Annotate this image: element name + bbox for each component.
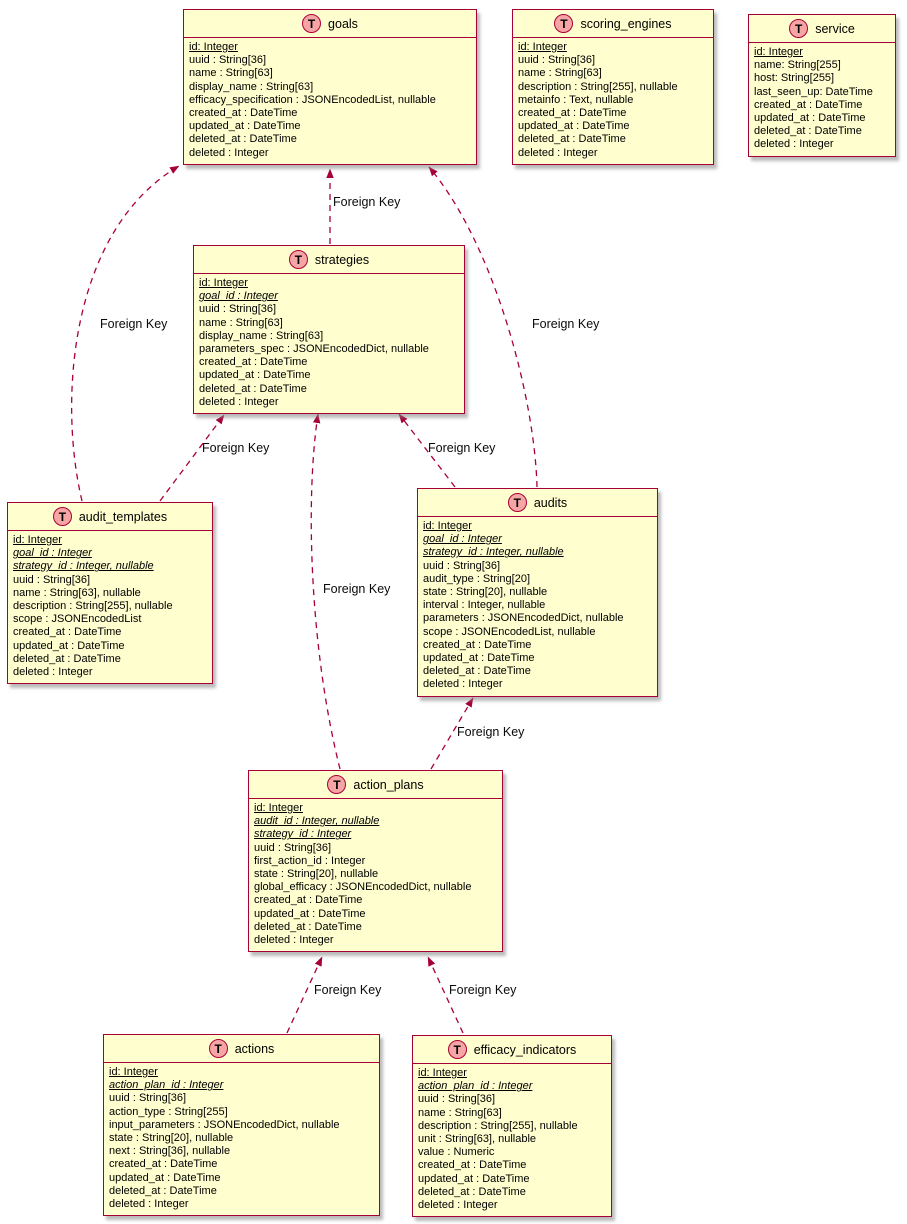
table-type-icon: T: [209, 1039, 228, 1058]
table-field: goal_id : Integer: [199, 290, 278, 303]
table-field-list: [418, 517, 657, 696]
table-field: action_plan_id : Integer: [109, 1079, 224, 1092]
table-field: deleted_at : DateTime: [189, 133, 297, 146]
table-field: last_seen_up: DateTime: [754, 85, 873, 98]
table-header: [249, 771, 502, 799]
table-field: created_at : DateTime: [109, 1158, 218, 1171]
table-field: first_action_id : Integer: [254, 854, 366, 867]
fk-label: Foreign Key: [100, 317, 168, 331]
table-field: uuid : String[36]: [423, 559, 501, 572]
table-field: action_plan_id : Integer: [418, 1080, 533, 1093]
table-field: host: String[255]: [754, 72, 835, 85]
fk-label: Foreign Key: [449, 983, 517, 997]
fk-label: Foreign Key: [428, 441, 496, 455]
table-field: strategy_id : Integer, nullable: [13, 560, 154, 573]
table-title: audits: [533, 495, 568, 510]
table-goals: [183, 9, 477, 165]
table-field: strategy_id : Integer, nullable: [423, 546, 564, 559]
table-field: created_at : DateTime: [13, 626, 122, 639]
table-field: updated_at : DateTime: [199, 369, 311, 382]
table-field: created_at : DateTime: [199, 356, 308, 369]
table-field: name : String[63], nullable: [13, 586, 141, 599]
table-field: created_at : DateTime: [754, 98, 863, 111]
table-type-icon: T: [508, 493, 527, 512]
table-field: id: Integer: [109, 1066, 158, 1078]
table-field: name : String[63]: [189, 67, 273, 80]
table-header: [104, 1035, 379, 1063]
table-field: updated_at : DateTime: [189, 120, 301, 133]
table-field: action_type : String[255]: [109, 1105, 228, 1118]
fk-label: Foreign Key: [457, 725, 525, 739]
table-type-icon: T: [53, 507, 72, 526]
table-title: efficacy_indicators: [473, 1042, 577, 1057]
table-field-list: [194, 274, 464, 413]
table-action_plans: [248, 770, 503, 952]
fk-label: Foreign Key: [314, 983, 382, 997]
table-field: id: Integer: [418, 1067, 467, 1079]
table-type-icon: T: [302, 14, 321, 33]
table-field-list: [8, 531, 212, 683]
table-type-icon: T: [448, 1040, 467, 1059]
table-field: efficacy_specification : JSONEncodedList, nullable: [189, 93, 436, 106]
table-type-icon: T: [554, 14, 573, 33]
table-field: scope : JSONEncodedList, nullable: [423, 625, 596, 638]
table-field: deleted_at : DateTime: [754, 125, 862, 138]
fk-label: Foreign Key: [333, 195, 401, 209]
table-title: scoring_engines: [580, 16, 672, 31]
table-field: scope : JSONEncodedList: [13, 613, 142, 626]
table-type-icon: T: [789, 19, 808, 38]
table-field: updated_at : DateTime: [13, 639, 125, 652]
table-scoring_engines: [512, 9, 714, 165]
table-field: display_name : String[63]: [189, 80, 314, 93]
table-title: service: [815, 21, 855, 36]
table-field: deleted_at : DateTime: [423, 665, 531, 678]
table-header: [184, 10, 476, 38]
table-field: value : Numeric: [418, 1146, 495, 1159]
table-field: display_name : String[63]: [199, 329, 324, 342]
table-field: id: Integer: [423, 520, 472, 532]
table-field: unit : String[63], nullable: [418, 1133, 537, 1146]
table-field: name: String[255]: [754, 59, 841, 72]
table-field: deleted : Integer: [754, 138, 834, 151]
table-field: uuid : String[36]: [199, 303, 277, 316]
table-header: [513, 10, 713, 38]
table-field: created_at : DateTime: [254, 894, 363, 907]
table-field: deleted_at : DateTime: [109, 1184, 217, 1197]
table-header: [413, 1036, 611, 1064]
table-service: [748, 14, 896, 157]
table-field: uuid : String[36]: [13, 573, 91, 586]
table-field: id: Integer: [199, 277, 248, 289]
table-field: deleted : Integer: [13, 666, 93, 679]
table-title: action_plans: [353, 777, 424, 792]
fk-arrow-audit_templates-to-goals: [72, 166, 179, 501]
table-field: goal_id : Integer: [13, 547, 92, 560]
table-field: created_at : DateTime: [418, 1159, 527, 1172]
fk-label: Foreign Key: [532, 317, 600, 331]
table-field: uuid : String[36]: [189, 54, 267, 67]
table-field: id: Integer: [518, 41, 567, 53]
table-field: id: Integer: [189, 41, 238, 53]
table-field: created_at : DateTime: [423, 638, 532, 651]
table-field: uuid : String[36]: [109, 1092, 187, 1105]
table-field-list: [413, 1064, 611, 1216]
table-field-list: [249, 799, 502, 951]
table-field: deleted : Integer: [423, 678, 503, 691]
table-field: id: Integer: [13, 534, 62, 546]
table-field: input_parameters : JSONEncodedDict, nullable: [109, 1118, 340, 1131]
table-title: audit_templates: [78, 509, 168, 524]
table-title: strategies: [314, 252, 370, 267]
table-field: name : String[63]: [418, 1106, 502, 1119]
table-field: interval : Integer, nullable: [423, 599, 546, 612]
table-field: state : String[20], nullable: [423, 586, 548, 599]
table-field: description : String[255], nullable: [518, 80, 678, 93]
table-field: uuid : String[36]: [418, 1093, 496, 1106]
fk-arrow-audit_templates-to-strategies: [160, 415, 224, 501]
table-header: [749, 15, 895, 43]
table-field: goal_id : Integer: [423, 533, 502, 546]
table-field: created_at : DateTime: [518, 107, 627, 120]
table-efficacy_indicators: [412, 1035, 612, 1217]
table-field: audit_id : Integer, nullable: [254, 815, 380, 828]
table-field: deleted : Integer: [418, 1199, 498, 1212]
table-field: updated_at : DateTime: [754, 112, 866, 125]
table-field: uuid : String[36]: [518, 54, 596, 67]
table-field: description : String[255], nullable: [418, 1119, 578, 1132]
table-field: audit_type : String[20]: [423, 572, 531, 585]
table-audits: [417, 488, 658, 697]
table-field: id: Integer: [754, 46, 803, 58]
table-field-list: [104, 1063, 379, 1215]
table-field: metainfo : Text, nullable: [518, 93, 634, 106]
table-field: state : String[20], nullable: [109, 1132, 234, 1145]
table-type-icon: T: [289, 250, 308, 269]
table-field: deleted : Integer: [518, 146, 598, 159]
table-field: created_at : DateTime: [189, 107, 298, 120]
table-field: id: Integer: [254, 802, 303, 814]
table-audit_templates: [7, 502, 213, 684]
fk-label: Foreign Key: [323, 582, 391, 596]
table-field: name : String[63]: [199, 316, 283, 329]
table-field: deleted : Integer: [254, 934, 334, 947]
table-field: state : String[20], nullable: [254, 868, 379, 881]
table-field: deleted : Integer: [109, 1198, 189, 1211]
table-title: goals: [328, 16, 358, 31]
table-field: updated_at : DateTime: [254, 907, 366, 920]
table-field: deleted : Integer: [189, 146, 269, 159]
table-field: name : String[63]: [518, 67, 602, 80]
table-field: deleted_at : DateTime: [518, 133, 626, 146]
table-field-list: [513, 38, 713, 164]
table-actions: [103, 1034, 380, 1216]
table-field: next : String[36], nullable: [109, 1145, 231, 1158]
table-field: uuid : String[36]: [254, 841, 332, 854]
table-field: updated_at : DateTime: [518, 120, 630, 133]
table-field: strategy_id : Integer: [254, 828, 352, 841]
table-field: updated_at : DateTime: [423, 652, 535, 665]
table-field: deleted_at : DateTime: [199, 382, 307, 395]
table-field: updated_at : DateTime: [418, 1172, 530, 1185]
table-field: parameters_spec : JSONEncodedDict, nullable: [199, 343, 429, 356]
table-field: global_efficacy : JSONEncodedDict, nullable: [254, 881, 472, 894]
table-field-list: [749, 43, 895, 156]
table-field: deleted : Integer: [199, 395, 279, 408]
table-field: description : String[255], nullable: [13, 600, 173, 613]
table-header: [418, 489, 657, 517]
table-field: parameters : JSONEncodedDict, nullable: [423, 612, 624, 625]
table-header: [194, 246, 464, 274]
table-field: updated_at : DateTime: [109, 1171, 221, 1184]
table-header: [8, 503, 212, 531]
table-field: deleted_at : DateTime: [13, 652, 121, 665]
fk-label: Foreign Key: [202, 441, 270, 455]
table-strategies: [193, 245, 465, 414]
table-type-icon: T: [327, 775, 346, 794]
table-title: actions: [234, 1041, 275, 1056]
table-field-list: [184, 38, 476, 164]
table-field: deleted_at : DateTime: [418, 1185, 526, 1198]
table-field: deleted_at : DateTime: [254, 920, 362, 933]
